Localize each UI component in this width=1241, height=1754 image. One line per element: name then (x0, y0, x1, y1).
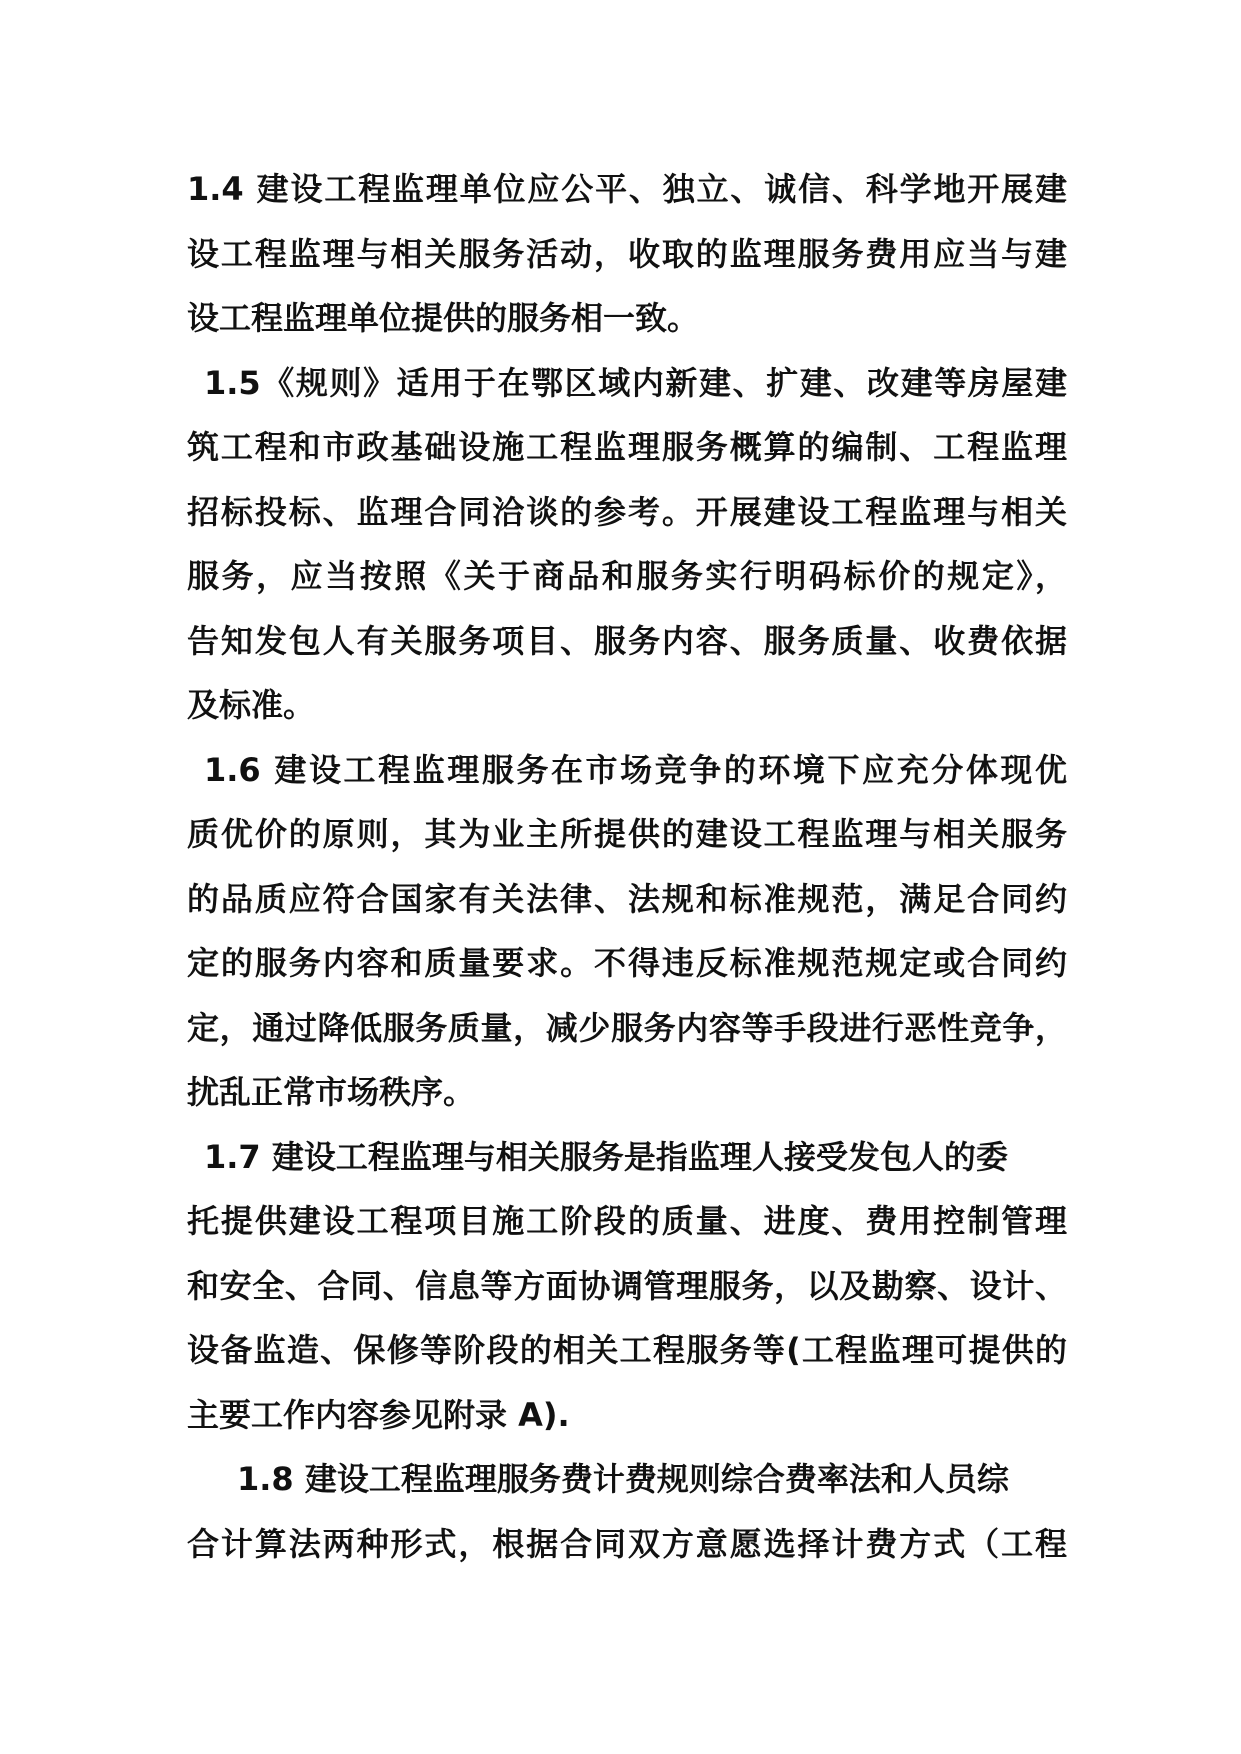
paragraph-1-5 (187, 351, 1067, 738)
text-line: 扰乱正常市场秩序。 (187, 1073, 476, 1111)
text-line: 主要工作内容参见附录 A). (187, 1395, 570, 1434)
text-line: 筑工程和市政基础设施工程监理服务概算的编制、工程监理 (187, 428, 1067, 466)
text-line: 质优价的原则，其为业主所提供的建设工程监理与相关服务 (187, 815, 1067, 853)
text-line: 合计算法两种形式，根据合同双方意愿选择计费方式（工程 (187, 1524, 1067, 1563)
text-line: 及标准。 (187, 686, 316, 724)
text-line: 1.6 建设工程监理服务在市场竞争的环境下应充分体现优 (204, 750, 1067, 789)
text-line: 1.8 建设工程监理服务费计费规则综合费率法和人员综 (237, 1460, 1009, 1498)
text-line: 1.7 建设工程监理与相关服务是指监理人接受发包人的委 (204, 1137, 1008, 1176)
text-line: 告知发包人有关服务项目、服务内容、服务质量、收费依据 (187, 621, 1067, 660)
text-line: 定，通过降低服务质量，减少服务内容等手段进行恶性竞争， (187, 1008, 1067, 1047)
text-line: 的品质应符合国家有关法律、法规和标准规范，满足合同约 (187, 879, 1067, 918)
text-line: 1.5《规则》适用于在鄂区域内新建、扩建、改建等房屋建 (204, 363, 1067, 402)
paragraph-1-6 (187, 738, 1067, 1125)
paragraph-1-8 (187, 1447, 1067, 1576)
text-line: 设工程监理与相关服务活动，收取的监理服务费用应当与建 (187, 234, 1067, 273)
document-body (187, 157, 1067, 1576)
text-line: 设备监造、保修等阶段的相关工程服务等(工程监理可提供的 (187, 1331, 1067, 1369)
paragraph-1-4 (187, 157, 1067, 351)
paragraph-1-7 (187, 1125, 1067, 1448)
text-line: 托提供建设工程项目施工阶段的质量、进度、费用控制管理 (187, 1202, 1067, 1240)
text-line: 服务，应当按照《关于商品和服务实行明码标价的规定》， (187, 557, 1067, 595)
text-line: 定的服务内容和质量要求。不得违反标准规范规定或合同约 (187, 944, 1067, 982)
text-line: 1.4 建设工程监理单位应公平、独立、诚信、科学地开展建 (187, 170, 1067, 208)
text-line: 招标投标、监理合同洽谈的参考。开展建设工程监理与相关 (187, 492, 1067, 531)
text-line: 设工程监理单位提供的服务相一致。 (187, 299, 700, 337)
text-line: 和安全、合同、信息等方面协调管理服务，以及勘察、设计、 (187, 1266, 1067, 1305)
